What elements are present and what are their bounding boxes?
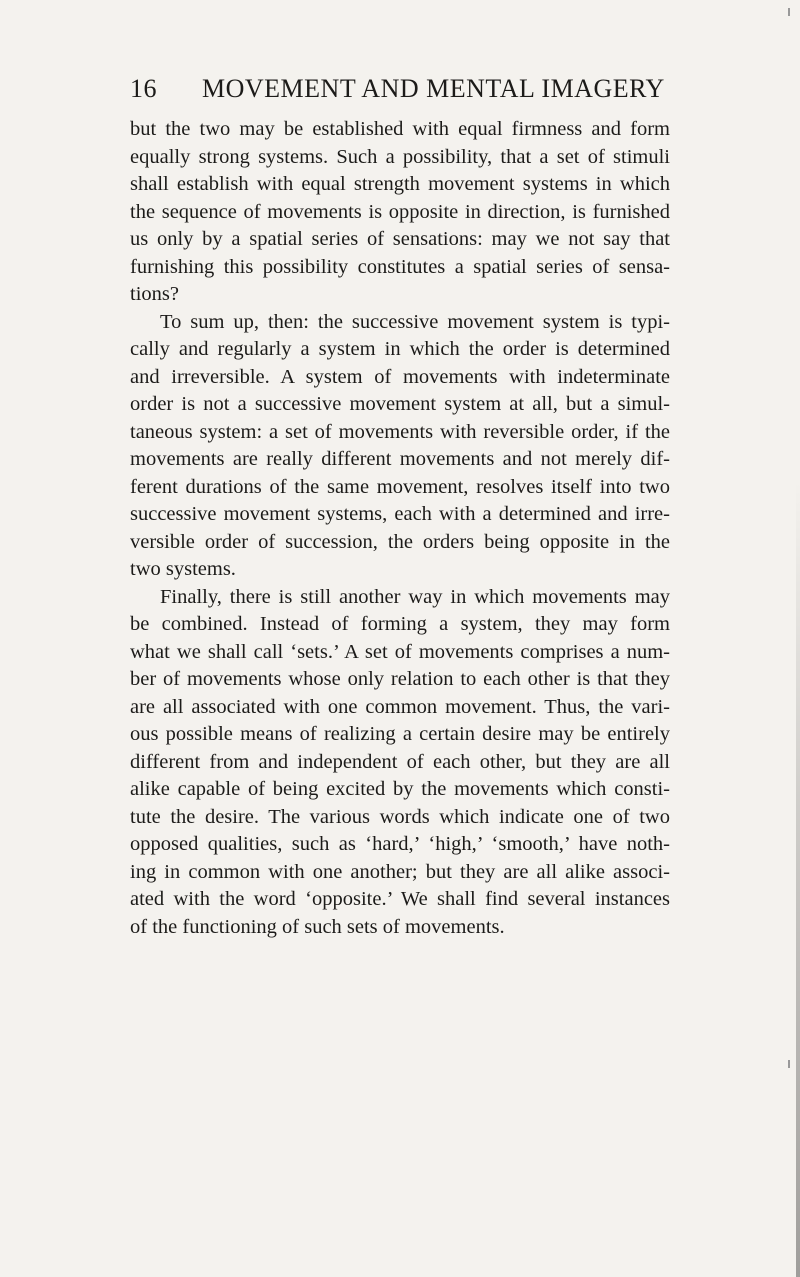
text-line: of the functioning of such sets of movements. [130,915,505,938]
text-line: To sum up, then: the successive movement system is typi- [160,310,670,333]
page-number: 16 [130,74,157,103]
text-line: ing in common with one another; but they are all alike associ- [130,860,670,883]
text-line: order is not a successive movement system at all, but a simul- [130,393,670,415]
text-line: tute the desire. The various words which indicate one of two [130,805,670,828]
running-head [130,74,670,114]
text-line: what we shall call ‘sets.’ A set of movements comprises a num- [130,640,670,663]
body-text [130,116,670,941]
text-line: alike capable of being excited by the movements which consti- [130,778,670,800]
text-line: the sequence of movements is opposite in direction, is furnished [130,200,670,223]
chapter-running-title: MOVEMENT AND MENTAL IMAGERY [202,74,665,103]
text-line: ferent durations of the same movement, resolves itself into two [130,475,670,498]
text-line: equally strong systems. Such a possibility, that a set of stimuli [130,145,670,168]
text-line: ber of movements whose only relation to each other is that they [130,668,670,690]
text-line: but the two may be established with equal firmness and form [130,118,670,140]
text-line: ous possible means of realizing a certain desire may be entirely [130,723,670,745]
text-line: are all associated with one common movement. Thus, the vari- [130,695,670,718]
text-line: Finally, there is still another way in which movements may [160,585,670,608]
text-line: ated with the word ‘opposite.’ We shall find several instances [130,888,670,910]
text-line: tions? [130,283,179,305]
scan-edge-shadow [796,480,800,1277]
text-line: and irreversible. A system of movements with indeterminate [130,365,670,388]
text-line: taneous system: a set of movements with reversible order, if the [130,420,670,443]
text-line: movements are really different movements and not merely dif- [130,448,670,470]
scan-speck [788,8,790,16]
text-line: opposed qualities, such as ‘hard,’ ‘high,’ ‘smooth,’ have noth- [130,833,670,855]
text-line: versible order of succession, the orders being opposite in the [130,530,670,553]
text-line: successive movement systems, each with a determined and irre- [130,503,670,525]
text-line: shall establish with equal strength movement systems in which [130,173,670,195]
text-line: two systems. [130,558,236,580]
scan-speck [788,1060,790,1068]
text-line: us only by a spatial series of sensations: may we not say that [130,228,670,250]
text-line: cally and regularly a system in which the order is determined [130,338,670,360]
text-line: furnishing this possibility constitutes a spatial series of sensa- [130,255,670,278]
text-line: be combined. Instead of forming a system, they may form [130,613,670,635]
text-line: different from and independent of each other, but they are all [130,750,670,773]
